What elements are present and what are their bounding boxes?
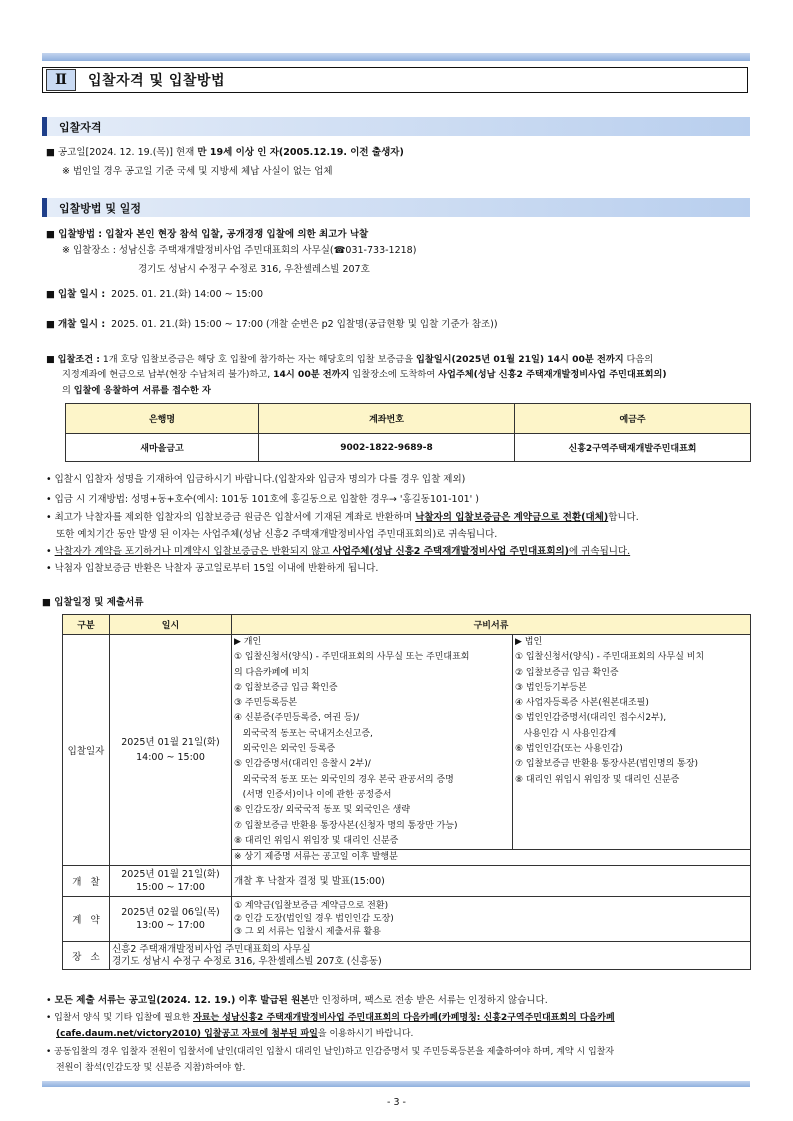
condition-line-2: 지정계좌에 현금으로 납부(현장 수납처리 불가)하고, 14시 00분 전까지 입찰장소에 도착하여 사업주체(성남 신흥2 주택재개발정비사업 주민대표회의): [62, 369, 667, 380]
open-label: 개 찰: [63, 866, 110, 897]
section-title: 입찰자격 및 입찰방법: [88, 73, 225, 89]
schedule-header-docs: 구비서류: [232, 615, 751, 635]
corporate-docs: ▶ 법인 ① 입찰신청서(양식) - 주민대표회의 사무실 비치 ② 입찰보증금 입금 확인증 ③ 법인등기부등본 ④ 사업자등록증 사본(원본대조필) ⑤ 법인인감증명서(대리인 접수시2부), 사용인감 시 사용인감계 ⑥ 법인인감(또는 사용인감) ⑦ 입찰보증금 반환용 통장사본(법인명의 통장) ⑧ 대리인 위임시 위임장 및 대리인 신분증: [513, 635, 751, 850]
open-datetime: 2025년 01월 21일(화) 15:00 ~ 17:00: [110, 866, 232, 897]
footer-note-1: • 모든 제출 서류는 공고일(2024. 12. 19.) 이후 발급된 원본만 인정하며, 팩스로 전송 받은 서류는 인정하지 않습니다.: [46, 995, 548, 1006]
footer-note-2-line-2: (cafe.daum.net/victory2010) 입찰공고 자료에 첨부된 파일을 이용하시기 바랍니다.: [56, 1029, 414, 1039]
schedule-header-date: 일시: [110, 615, 232, 635]
account-header-number: 계좌번호: [259, 404, 515, 434]
qualification-line: ■ 공고일[2024. 12. 19.(목)] 현재 만 19세 이상 인 자(2005.12.19. 이전 출생자): [46, 147, 404, 158]
schedule-table: [62, 614, 751, 970]
footer-note-2: • 입찰서 양식 및 기타 입찰에 필요한 자료는 성남신흥2 주택재개발정비사업 주민대표회의 다음카페(카페명칭: 신흥2구역주민대표회의 다음카페: [46, 1013, 615, 1023]
bullet-1: • 입찰시 입찰자 성명을 기재하여 입금하시기 바랍니다.(입찰자와 입금자 명의가 다를 경우 입찰 제외): [46, 474, 466, 485]
contract-label: 계 약: [63, 897, 110, 942]
account-number: 9002-1822-9689-8: [259, 434, 515, 462]
account-header-holder: 예금주: [515, 404, 751, 434]
bid-note: ※ 상기 제증명 서류는 공고일 이후 발행분: [232, 850, 751, 866]
condition-line-1: ■ 입찰조건 : 1개 호당 입찰보증금은 해당 호 입찰에 참가하는 자는 해당호의 입찰 보증금을 입찰일시(2025년 01월 21일) 14시 00분 전까지 다음의: [46, 354, 654, 365]
account-bank: 새마을금고: [66, 434, 259, 462]
bullet-3: • 최고가 낙찰자를 제외한 입찰자의 입찰보증금 원금은 입찰서에 기재된 계좌로 반환하며 낙찰자의 입찰보증금은 계약금으로 전환(대체)합니다.: [46, 512, 639, 523]
method-heading: [42, 198, 750, 217]
section-title-box: [42, 67, 748, 93]
section-number: Ⅱ: [46, 69, 76, 91]
heading-marker: [42, 117, 47, 136]
account-holder: 신흥2구역주택재개발주민대표회: [515, 434, 751, 462]
contract-items: ① 계약금(입찰보증금 계약금으로 전환) ② 인감 도장(법인일 경우 법인인감 도장) ③ 그 외 서류는 입찰시 제출서류 활용: [232, 897, 751, 942]
heading-marker: [42, 198, 47, 217]
bullet-4: • 낙찰자가 계약을 포기하거나 미계약시 입찰보증금은 반환되지 않고 사업주체(성남 신흥2 주택재개발정비사업 주민대표회의)에 귀속됩니다.: [46, 546, 631, 557]
qualification-heading: [42, 117, 750, 136]
qualification-note: ※ 법인일 경우 공고일 기준 국세 및 지방세 체납 사실이 없는 업체: [62, 166, 333, 177]
top-decorative-bar: [42, 53, 750, 61]
footer-note-3: • 공동입찰의 경우 입찰자 전원이 입찰서에 날인(대리인 입찰시 대리인 날인)하고 인감증명서 및 주민등록등본을 제출하여야 하며, 계약 시 입찰자: [46, 1047, 615, 1057]
method-line: ■ 입찰방법 : 입찰자 본인 현장 참석 입찰, 공개경쟁 입찰에 의한 최고가 낙찰: [46, 229, 369, 240]
page-number: - 3 -: [387, 1097, 406, 1108]
personal-docs: ▶ 개인 ① 입찰신청서(양식) - 주민대표회의 사무실 또는 주민대표회 의 다음카페에 비치 ② 입찰보증금 입금 확인증 ③ 주민등록등본 ④ 신분증(주민등록증, 여권 등)/ 외국국적 동포는 국내거소신고증, 외국인은 외국인 등록증 ⑤ 인감증명서(대리인 응찰시 2부)/ 외국국적 동포 또는 외국인의 경우 본국 관공서의 증명 (서명 인증서)이나 이에 관한 공정증서 ⑥ 인감도장/ 외국국적 동포 및 외국인은 생략 ⑦ 입찰보증금 반환용 통장사본(신청자 명의 통장만 가능) ⑧ 대리인 위임시 위임장 및 대리인 신분증: [232, 635, 513, 850]
schedule-header-type: 구분: [63, 615, 110, 635]
contract-datetime: 2025년 02월 06일(목) 13:00 ~ 17:00: [110, 897, 232, 942]
bid-datetime: 2025년 01월 21일(화) 14:00 ~ 15:00: [110, 635, 232, 866]
place-desc: 신흥2 주택재개발정비사업 주민대표회의 사무실 경기도 성남시 수정구 수정로 316, 우찬셀레스빌 207호 (신흥동): [110, 942, 751, 970]
footer-note-3-line-2: 전원이 참석(인감도장 및 신분증 지참)하여야 함.: [56, 1063, 246, 1073]
bullet-3-line-2: 또한 예치기간 동안 발생 된 이자는 사업주체(성남 신흥2 주택재개발정비사업 주민대표회의)로 귀속됩니다.: [56, 529, 498, 540]
schedule-heading: ■ 입찰일정 및 제출서류: [42, 597, 144, 608]
method-heading-text: 입찰방법 및 일정: [59, 201, 142, 215]
bottom-decorative-bar: [42, 1081, 750, 1087]
place-line-1: ※ 입찰장소 : 성남신흥 주택재개발정비사업 주민대표회의 사무실(☎031-733-1218): [62, 245, 417, 256]
account-header-bank: 은행명: [66, 404, 259, 434]
bullet-5: • 낙첨자 입찰보증금 반환은 낙찰자 공고일로부터 15일 이내에 반환하게 됩니다.: [46, 563, 379, 574]
qualification-heading-text: 입찰자격: [59, 120, 102, 134]
open-date: ■ 개찰 일시 : 2025. 01. 21.(화) 15:00 ~ 17:00 (개찰 순번은 p2 입찰명(공급현황 및 입찰 기준가 참조)): [46, 319, 498, 330]
place-label: 장 소: [63, 942, 110, 970]
account-table: [65, 403, 751, 462]
open-desc: 개찰 후 낙찰자 결정 및 발표(15:00): [232, 866, 751, 897]
place-line-2: 경기도 성남시 수정구 수정로 316, 우찬셀레스빌 207호: [138, 264, 370, 275]
bullet-2: • 입금 시 기재방법: 성명+동+호수(예시: 101동 101호에 홍길동으로 입찰한 경우→ '홍길동101-101' ): [46, 494, 480, 505]
condition-line-3: 의 입찰에 응찰하여 서류를 접수한 자: [62, 385, 211, 396]
bid-label: 입찰일자: [63, 635, 110, 866]
bid-date: ■ 입찰 일시 : 2025. 01. 21.(화) 14:00 ~ 15:00: [46, 289, 263, 300]
